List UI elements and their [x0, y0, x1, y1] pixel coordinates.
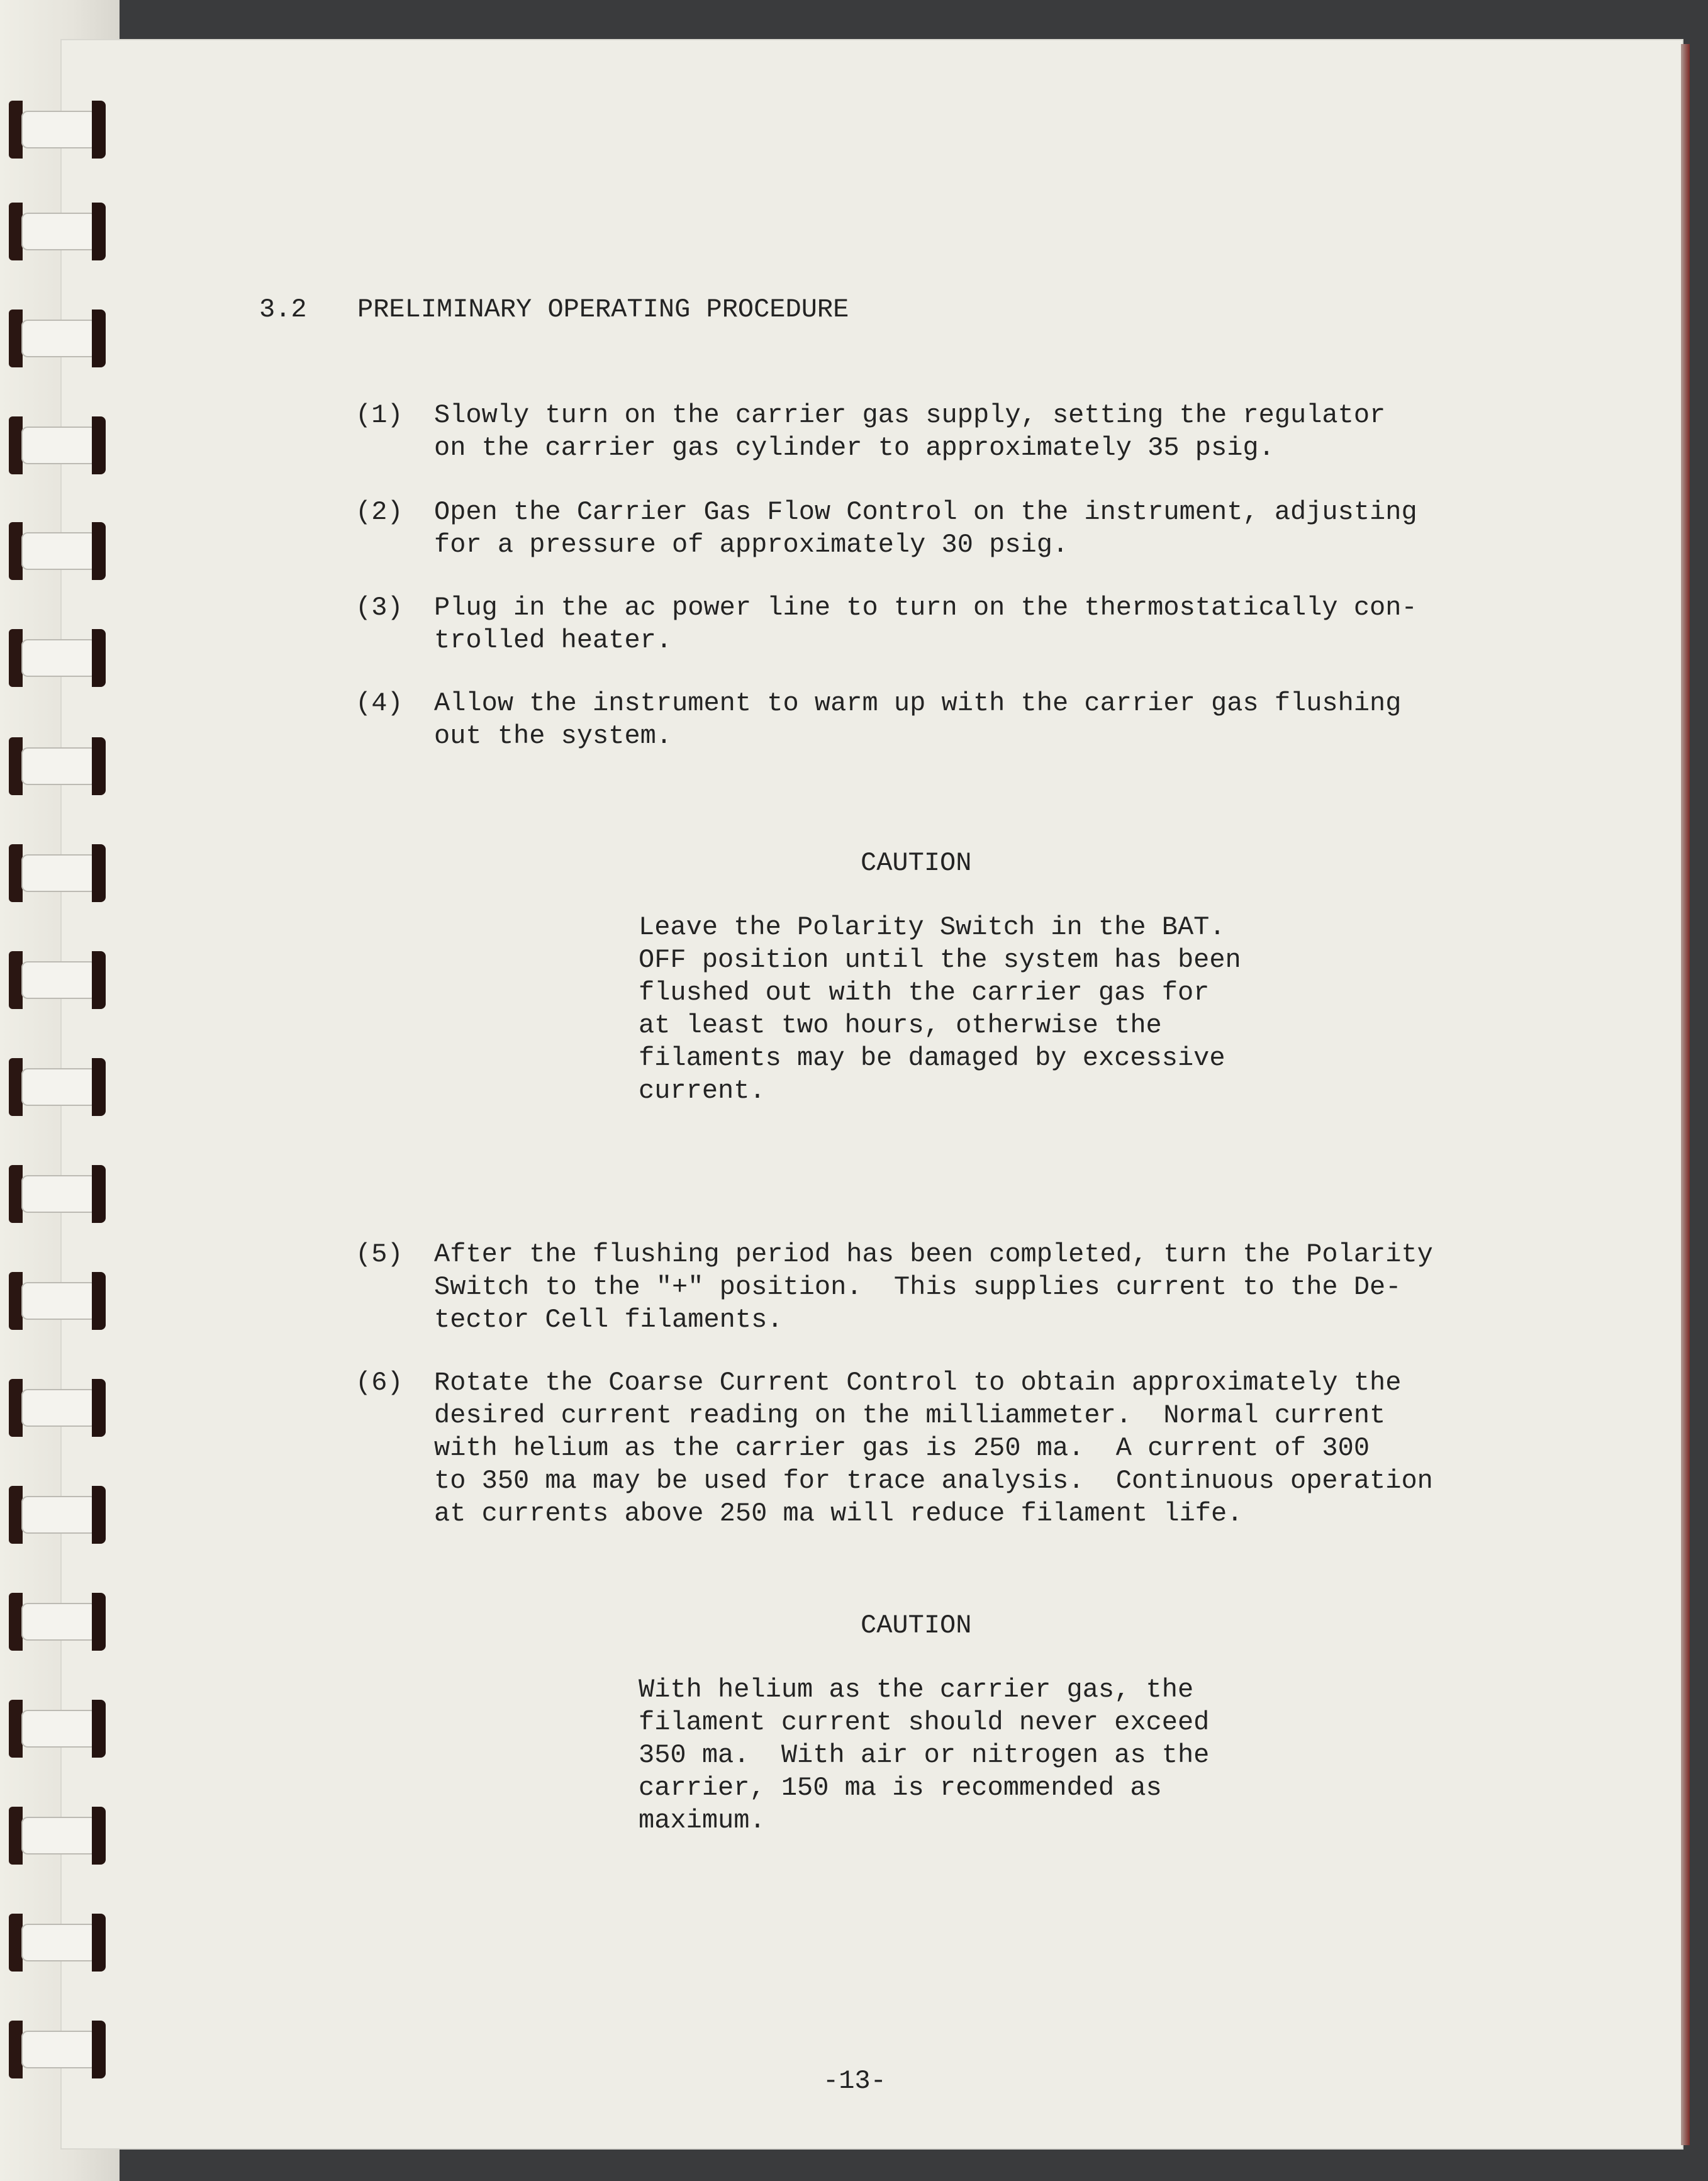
- step-number: (4): [355, 688, 403, 718]
- binding-ring: [9, 1486, 103, 1544]
- binding-ring: [9, 522, 103, 580]
- step-text: Plug in the ac power line to turn on the thermostatically con- trolled heater.: [434, 593, 1417, 655]
- step-number: (5): [355, 1239, 403, 1269]
- binding-ring: [9, 1058, 103, 1116]
- binding-ring: [9, 1593, 103, 1651]
- binding-ring: [9, 737, 103, 795]
- step-number: (6): [355, 1368, 403, 1398]
- binding-ring: [9, 951, 103, 1009]
- binding-ring: [9, 203, 103, 260]
- binding-ring: [9, 1700, 103, 1758]
- binding-ring: [9, 1165, 103, 1223]
- step-number: (3): [355, 593, 403, 623]
- binding-ring: [9, 310, 103, 367]
- binding-ring: [9, 2021, 103, 2078]
- step-text: After the flushing period has been completed, turn the Polarity Switch to the "+" position. This supplies current to the De- tector Cell filaments.: [434, 1239, 1433, 1335]
- caution-heading: CAUTION: [861, 848, 972, 878]
- step-number: (2): [355, 497, 403, 527]
- binding-ring: [9, 844, 103, 902]
- step-text: Allow the instrument to warm up with the carrier gas flushing out the system.: [434, 688, 1402, 751]
- page-edge: [1681, 44, 1690, 2145]
- step-text: Slowly turn on the carrier gas supply, setting the regulator on the carrier gas cylinder to approximately 35 psig.: [434, 400, 1386, 463]
- step-number: (1): [355, 400, 403, 430]
- binding-ring: [9, 416, 103, 474]
- binding-ring: [9, 1807, 103, 1865]
- section-title: PRELIMINARY OPERATING PROCEDURE: [357, 294, 849, 325]
- step-text: Rotate the Coarse Current Control to obtain approximately the desired current reading on the milliammeter. Normal current with helium as the carrier gas is 250 ma. A current of 300 to 350 ma may be used for trace analysis. Continuous operation at currents above 250 ma will reduce filament life.: [434, 1368, 1433, 1529]
- caution-text: With helium as the carrier gas, the filament current should never exceed 350 ma. With air or nitrogen as the carrier, 150 ma is recommended as maximum.: [639, 1675, 1210, 1836]
- binding-ring: [9, 1379, 103, 1437]
- page-number: -13-: [823, 2066, 886, 2096]
- binding-ring: [9, 629, 103, 687]
- binding-ring: [9, 1914, 103, 1972]
- step-text: Open the Carrier Gas Flow Control on the instrument, adjusting for a pressure of approximately 30 psig.: [434, 497, 1417, 560]
- caution-text: Leave the Polarity Switch in the BAT. OFF position until the system has been flushed out with the carrier gas for at least two hours, otherwise the filaments may be damaged by excessive current.: [639, 912, 1241, 1106]
- binding-ring: [9, 1272, 103, 1330]
- section-number: 3.2: [259, 294, 307, 325]
- caution-heading: CAUTION: [861, 1610, 972, 1641]
- spiral-binding: [0, 0, 126, 2181]
- binding-ring: [9, 101, 103, 159]
